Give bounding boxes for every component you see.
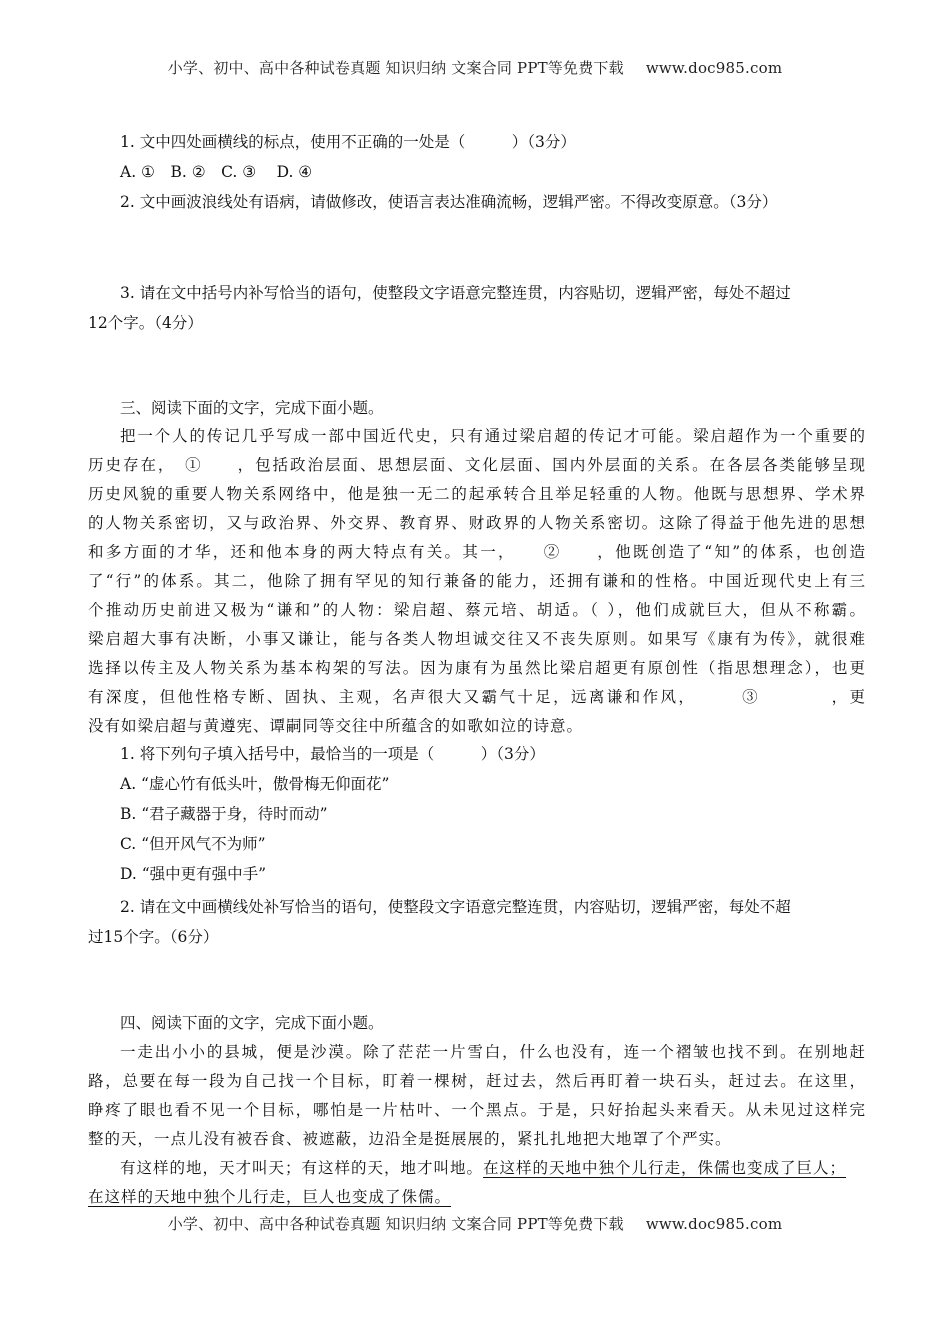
s3-question-2-line1: 2. 请在文中画横线处补写恰当的语句，使整段文字语意完整连贯，内容贴切，逻辑严密，每处不超	[120, 898, 791, 916]
s3-question-1: 1. 将下列句子填入括号中，最恰当的一项是（ ）（3分）	[120, 745, 545, 763]
s4-passage-line: 睁疼了眼也看不见一个目标，哪怕是一片枯叶、一个黑点。于是，只好抬起头来看天。从未见过这样完	[88, 1101, 866, 1119]
header-text: 小学、初中、高中各种试卷真题 知识归纳 文案合同 PPT等免费下载	[167, 59, 624, 77]
s3-option-d: D. “强中更有强中手”	[120, 865, 267, 883]
footer-text: 小学、初中、高中各种试卷真题 知识归纳 文案合同 PPT等免费下载	[167, 1215, 624, 1233]
s3-passage-line: 的人物关系密切，又与政治界、外交界、教育界、财政界的人物关系密切。这除了得益于他先进的思想	[88, 514, 866, 532]
s3-option-c: C. “但开风气不为师”	[120, 835, 266, 853]
s4-passage-line: 一走出小小的县城，便是沙漠。除了茫茫一片雪白，什么也没有，连一个褶皱也找不到。在别地赶	[120, 1043, 866, 1061]
s2-question-3-line2: 12个字。（4分）	[88, 314, 203, 332]
s2-question-1: 1. 文中四处画横线的标点，使用不正确的一处是（ ）（3分）	[120, 133, 576, 151]
s3-passage-line: 没有如梁启超与黄遵宪、谭嗣同等交往中所蕴含的如歌如泣的诗意。	[88, 717, 584, 735]
s4-title: 四、阅读下面的文字，完成下面小题。	[120, 1014, 384, 1032]
s2-question-1-options: A. ① B. ② C. ③ D. ④	[120, 163, 313, 181]
s3-passage-line: 历史风貌的重要人物关系网络中，他是独一无二的起承转合且举足轻重的人物。他既与思想界、学术界	[88, 485, 866, 503]
s4-underlined-sentence: 在这样的天地中独个儿行走，侏儒也变成了巨人；	[483, 1159, 847, 1177]
s2-question-3-line1: 3. 请在文中括号内补写恰当的语句，使整段文字语意完整连贯，内容贴切，逻辑严密，每处不超过	[120, 284, 791, 302]
s3-passage-line: 选择以传主及人物关系为基本构架的写法。因为康有为虽然比梁启超更有原创性（指思想理念），也更	[88, 659, 866, 677]
page-footer	[0, 1213, 950, 1234]
s3-passage-line: 把一个人的传记几乎写成一部中国近代史，只有通过梁启超的传记才可能。梁启超作为一个重要的	[120, 427, 866, 445]
s3-passage-line: 和多方面的才华，还和他本身的两大特点有关。其一， ② ，他既创造了“知”的体系，也创造	[88, 543, 866, 561]
s4-passage-line: 路，总要在每一段为自己找一个目标，盯着一棵树，赶过去，然后再盯着一块石头，赶过去。在这里，	[88, 1072, 866, 1090]
s3-question-2-line2: 过15个字。（6分）	[88, 928, 219, 946]
header-site: www.doc985.com	[645, 59, 783, 77]
s3-option-b: B. “君子藏器于身，待时而动”	[120, 805, 328, 823]
s4-passage-line: 整的天，一点儿没有被吞食、被遮蔽，边沿全是挺展展的，紧扎扎地把大地罩了个严实。	[88, 1130, 732, 1148]
s3-passage-line: 有深度，但他性格专断、固执、主观，名声很大又霸气十足，远离谦和作风， ③ ，更	[88, 688, 866, 706]
s3-title: 三、阅读下面的文字，完成下面小题。	[120, 399, 384, 417]
s3-passage-line: 历史存在， ① ，包括政治层面、思想层面、文化层面、国内外层面的关系。在各层各类能够呈现	[88, 456, 866, 474]
s4-last-plain: 有这样的地，天才叫天；有这样的天，地才叫地。	[120, 1159, 484, 1177]
s4-underlined-sentence-2: 在这样的天地中独个儿行走，巨人也变成了侏儒。	[88, 1188, 452, 1206]
s2-question-2: 2. 文中画波浪线处有语病，请做修改，使语言表达准确流畅，逻辑严密。不得改变原意。（3分）	[120, 193, 778, 211]
footer-site: www.doc985.com	[645, 1215, 783, 1233]
s3-passage-line: 了“行”的体系。其二，他除了拥有罕见的知行兼备的能力，还拥有谦和的性格。中国近现代史上有三	[88, 572, 866, 590]
s3-passage-line: 个推动历史前进又极为“谦和”的人物：梁启超、蔡元培、胡适。（ ），他们成就巨大，但从不称霸。	[88, 601, 866, 619]
page-header	[0, 57, 950, 78]
s4-final-line	[88, 1182, 866, 1212]
s3-option-a: A. “虚心竹有低头叶，傲骨梅无仰面花”	[120, 775, 390, 793]
s4-last-paragraph	[120, 1153, 880, 1183]
s3-passage-line: 梁启超大事有决断，小事又谦让，能与各类人物坦诚交往又不丧失原则。如果写《康有为传》，就很难	[88, 630, 866, 648]
